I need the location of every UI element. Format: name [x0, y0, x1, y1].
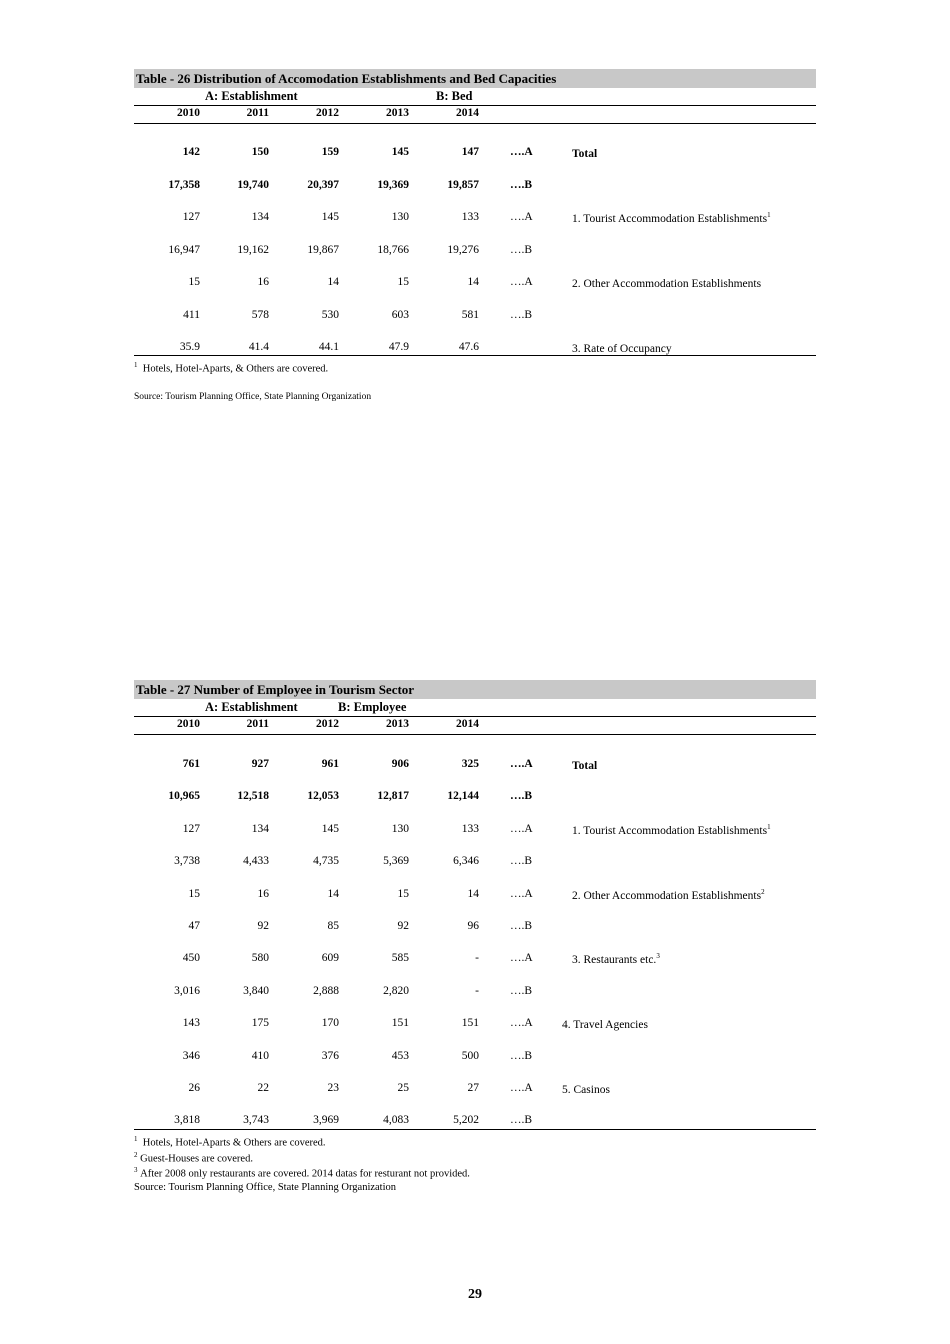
row-label	[572, 211, 771, 225]
table-cell: 906	[391, 758, 409, 770]
table-cell: 127	[182, 211, 200, 223]
footnote-text: Hotels, Hotel-Aparts & Others are covered.	[142, 1137, 326, 1149]
table-cell: 927	[251, 758, 269, 770]
table-27-footnote-2	[134, 1151, 253, 1165]
row-label-text: Total	[572, 147, 598, 160]
legend-a: A: Establishment	[205, 89, 298, 103]
table-cell: 130	[391, 211, 409, 223]
table-cell: 150	[251, 146, 269, 158]
row-code: ….B	[510, 243, 533, 256]
table-row	[134, 823, 816, 839]
table-cell: 14	[327, 887, 339, 900]
table-27	[134, 680, 816, 735]
table-cell: 761	[182, 758, 200, 770]
footnote-ref: 1	[767, 822, 771, 831]
table-row	[134, 985, 816, 1001]
table-cell: 159	[321, 146, 339, 158]
row-label-text: 5. Casinos	[562, 1083, 610, 1096]
row-label-text: 4. Travel Agencies	[562, 1019, 648, 1032]
table-row	[134, 211, 816, 227]
row-label	[572, 888, 765, 902]
table-cell: 47.9	[388, 341, 409, 353]
table-cell: 3,738	[174, 855, 200, 868]
year-header: 2011	[246, 107, 269, 119]
table-cell: 133	[461, 822, 479, 835]
row-label	[562, 1082, 610, 1096]
table-cell: 15	[188, 887, 200, 900]
table-cell: 3,969	[313, 1114, 339, 1127]
legend-a: A: Establishment	[205, 700, 298, 714]
table-cell: 19,276	[447, 243, 479, 256]
table-cell: 6,346	[453, 855, 479, 868]
table-27-legend	[134, 699, 816, 716]
table-26-footnote-1	[134, 361, 328, 375]
legend-b: B: Bed	[436, 89, 473, 103]
table-cell: 133	[461, 211, 479, 223]
table-cell: 96	[467, 920, 479, 932]
table-cell: 410	[251, 1049, 269, 1062]
row-code: ….B	[510, 308, 533, 321]
table-cell: 142	[182, 146, 200, 158]
table-cell: 44.1	[318, 341, 339, 353]
row-label	[572, 276, 761, 290]
table-cell: 376	[321, 1049, 339, 1062]
table-cell: 580	[251, 952, 269, 965]
table-27-source: Source: Tourism Planning Office, State Planning Organization	[134, 1182, 397, 1193]
table-cell: 35.9	[179, 341, 200, 353]
table-cell: 127	[182, 822, 200, 835]
row-code: ….B	[510, 855, 533, 868]
table-cell: 26	[188, 1082, 200, 1094]
table-26	[134, 69, 816, 124]
table-cell: 4,735	[313, 855, 339, 868]
year-header: 2013	[386, 107, 409, 119]
row-code: ….A	[510, 146, 533, 158]
table-cell: 85	[327, 920, 339, 932]
row-code: ….A	[510, 1017, 533, 1030]
table-cell: 15	[188, 276, 200, 288]
row-label	[572, 823, 771, 837]
year-header: 2013	[386, 718, 409, 730]
table-cell: 47.6	[458, 341, 479, 353]
year-header: 2014	[456, 107, 479, 119]
table-cell: 175	[251, 1017, 269, 1030]
table-cell: 145	[391, 146, 409, 158]
table-row	[134, 146, 816, 162]
row-code: ….A	[510, 276, 533, 288]
row-label	[572, 341, 672, 355]
table-27-bottom-rule	[134, 1129, 816, 1130]
table-cell: 16	[257, 276, 269, 288]
table-cell: 92	[257, 920, 269, 932]
footnote-ref: 2	[761, 887, 765, 896]
row-label	[572, 146, 597, 160]
table-cell: 325	[461, 758, 479, 770]
table-row	[134, 1017, 816, 1033]
year-header: 2012	[316, 107, 339, 119]
table-cell: 151	[461, 1017, 479, 1030]
table-27-footnote-1	[134, 1135, 326, 1149]
year-header: 2010	[177, 718, 200, 730]
table-cell: 19,867	[307, 243, 339, 256]
table-row	[134, 309, 816, 325]
table-cell: 134	[251, 822, 269, 835]
table-cell: 961	[321, 758, 339, 770]
table-cell: 12,144	[447, 790, 479, 803]
table-cell: 19,369	[377, 178, 409, 191]
table-cell: 530	[321, 308, 339, 321]
table-cell: 2,888	[313, 984, 339, 997]
table-row	[134, 790, 816, 806]
row-label-text: Total	[572, 759, 598, 772]
row-code: ….A	[510, 822, 533, 835]
table-cell: 578	[251, 308, 269, 321]
row-label	[572, 758, 597, 772]
row-code: ….A	[510, 952, 533, 965]
table-cell: 10,965	[168, 790, 200, 803]
table-cell: -	[475, 984, 479, 997]
page-number: 29	[468, 1287, 482, 1302]
table-cell: 20,397	[307, 178, 339, 191]
table-cell: 12,817	[377, 790, 409, 803]
table-cell: 14	[467, 887, 479, 900]
table-26-bottom-rule	[134, 355, 816, 356]
table-cell: 25	[397, 1082, 409, 1094]
table-cell: 4,433	[243, 855, 269, 868]
footnote-mark: 2	[134, 1151, 138, 1159]
table-cell: 14	[467, 276, 479, 288]
row-code: ….A	[510, 887, 533, 900]
table-26-title: Table - 26 Distribution of Accomodation Establishments and Bed Capacities	[134, 69, 816, 88]
table-cell: 16	[257, 887, 269, 900]
table-cell: 609	[321, 952, 339, 965]
table-row	[134, 1114, 816, 1130]
table-cell: 450	[182, 952, 200, 965]
year-header: 2012	[316, 718, 339, 730]
table-cell: 19,740	[237, 178, 269, 191]
table-cell: 411	[183, 308, 200, 321]
year-header: 2011	[246, 718, 269, 730]
table-cell: 23	[327, 1082, 339, 1094]
table-cell: 581	[461, 308, 479, 321]
table-26-source: Source: Tourism Planning Office, State Planning Organization	[134, 392, 372, 402]
row-code: ….B	[510, 984, 533, 997]
table-cell: 15	[397, 276, 409, 288]
table-cell: 17,358	[168, 178, 200, 191]
table-cell: 143	[182, 1017, 200, 1030]
table-row	[134, 758, 816, 774]
table-27-year-header	[134, 716, 816, 735]
table-cell: 22	[257, 1082, 269, 1094]
footnote-text: Guest-Houses are covered.	[140, 1153, 253, 1165]
row-label-text: 1. Tourist Accommodation Establishments	[572, 212, 768, 225]
table-cell: 147	[461, 146, 479, 158]
table-cell: -	[475, 952, 479, 965]
table-cell: 15	[397, 887, 409, 900]
table-cell: 346	[182, 1049, 200, 1062]
table-cell: 145	[321, 822, 339, 835]
table-cell: 585	[391, 952, 409, 965]
legend-b: B: Employee	[338, 700, 407, 714]
footnote-mark: 1	[134, 361, 138, 369]
table-row	[134, 952, 816, 968]
footnote-mark: 3	[134, 1166, 138, 1174]
table-cell: 3,743	[243, 1114, 269, 1127]
row-code: ….B	[510, 1049, 533, 1062]
row-code: ….A	[510, 1082, 533, 1094]
row-label-text: 1. Tourist Accommodation Establishments	[572, 824, 768, 837]
year-header: 2010	[177, 107, 200, 119]
table-cell: 134	[251, 211, 269, 223]
footnote-ref: 1	[767, 211, 771, 219]
table-cell: 5,369	[383, 855, 409, 868]
table-cell: 5,202	[453, 1114, 479, 1127]
row-label	[572, 952, 660, 966]
table-cell: 145	[321, 211, 339, 223]
row-code: ….A	[510, 758, 533, 770]
table-cell: 14	[327, 276, 339, 288]
table-26-legend	[134, 88, 816, 105]
table-cell: 16,947	[168, 243, 200, 256]
table-row	[134, 179, 816, 195]
table-row	[134, 888, 816, 904]
footnote-mark: 1	[134, 1135, 138, 1143]
table-cell: 18,766	[377, 243, 409, 256]
table-cell: 3,818	[174, 1114, 200, 1127]
row-label-text: 2. Other Accommodation Establishments	[572, 889, 762, 902]
table-cell: 19,162	[237, 243, 269, 256]
table-cell: 12,053	[307, 790, 339, 803]
table-27-footnote-3	[134, 1166, 470, 1180]
row-code: ….B	[510, 178, 533, 191]
row-code: ….B	[510, 920, 533, 932]
table-27-title: Table - 27 Number of Employee in Tourism Sector	[134, 680, 816, 699]
table-cell: 4,083	[383, 1114, 409, 1127]
table-row	[134, 855, 816, 871]
table-cell: 27	[467, 1082, 479, 1094]
table-cell: 19,857	[447, 178, 479, 191]
table-cell: 41.4	[248, 341, 269, 353]
table-row	[134, 1082, 816, 1098]
table-cell: 92	[397, 920, 409, 932]
table-cell: 151	[391, 1017, 409, 1030]
table-cell: 2,820	[383, 984, 409, 997]
table-cell: 3,016	[174, 984, 200, 997]
row-label-text: 3. Rate of Occupancy	[572, 342, 672, 355]
table-cell: 453	[391, 1049, 409, 1062]
table-cell: 500	[461, 1049, 479, 1062]
table-cell: 603	[391, 308, 409, 321]
table-26-year-header	[134, 105, 816, 124]
row-label-text: 2. Other Accommodation Establishments	[572, 277, 762, 290]
footnote-text: After 2008 only restaurants are covered. 2014 datas for resturant not provided.	[140, 1168, 470, 1180]
table-cell: 3,840	[243, 984, 269, 997]
row-label-text: 3. Restaurants etc.	[572, 954, 657, 967]
table-cell: 170	[321, 1017, 339, 1030]
row-code: ….B	[510, 1114, 533, 1127]
table-row	[134, 276, 816, 292]
table-cell: 47	[188, 920, 200, 932]
year-header: 2014	[456, 718, 479, 730]
row-label	[562, 1017, 648, 1031]
table-row	[134, 920, 816, 936]
table-row	[134, 1050, 816, 1066]
table-cell: 12,518	[237, 790, 269, 803]
row-code: ….B	[510, 790, 533, 803]
footnote-ref: 3	[656, 952, 660, 961]
footnote-text: Hotels, Hotel-Aparts, & Others are covered.	[142, 363, 329, 375]
table-cell: 130	[391, 822, 409, 835]
row-code: ….A	[510, 211, 533, 223]
table-row	[134, 244, 816, 260]
